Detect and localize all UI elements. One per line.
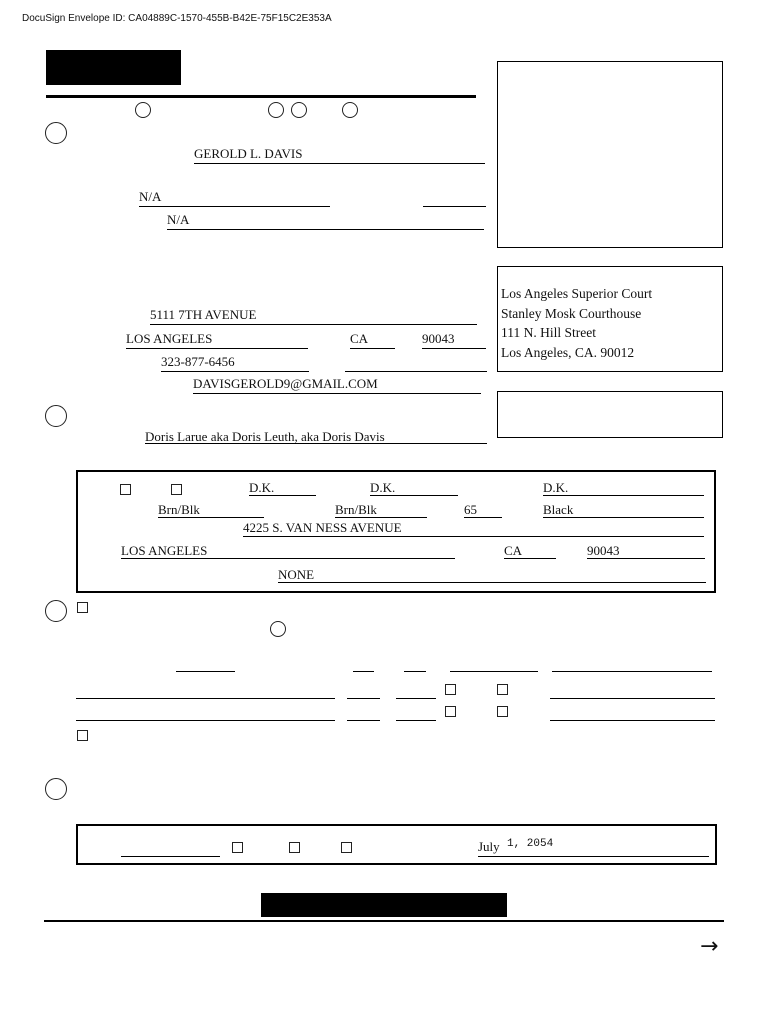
section-3-option-circle[interactable] — [270, 621, 286, 637]
case-number-box — [497, 391, 723, 438]
s3-row1-age-line — [347, 698, 380, 699]
option-circle-4[interactable] — [342, 102, 358, 118]
respondent-field-1-line — [249, 495, 316, 496]
s3-line-2 — [353, 671, 374, 672]
s3-line-5 — [552, 671, 712, 672]
respondent-state[interactable]: CA — [504, 543, 523, 558]
respondent-zip[interactable]: 90043 — [587, 543, 620, 558]
relationship-checkbox[interactable] — [77, 602, 88, 613]
respondent-field-1[interactable]: D.K. — [249, 480, 275, 495]
signature-checkbox-3[interactable] — [341, 842, 352, 853]
section-3-number-circle — [45, 600, 67, 622]
respondent-hair[interactable]: Brn/Blk — [158, 502, 200, 517]
petitioner-phone-line — [161, 371, 309, 372]
s3-row1-sex-line — [396, 698, 436, 699]
petitioner-zip[interactable]: 90043 — [422, 331, 455, 346]
s3-row2-age-line — [347, 720, 380, 721]
bottom-rule — [44, 920, 724, 922]
respondent-eyes-line — [335, 517, 427, 518]
envelope-id: DocuSign Envelope ID: CA04889C-1570-455B-B42E-75F15C2E353A — [22, 13, 332, 24]
section-4-number-circle — [45, 778, 67, 800]
court-line-4: Los Angeles, CA. 90012 — [501, 344, 635, 360]
clerk-stamp-box — [497, 61, 723, 248]
redacted-title — [46, 50, 181, 85]
respondent-other-line — [278, 582, 706, 583]
respondent-eyes[interactable]: Brn/Blk — [335, 502, 377, 517]
next-page-arrow-icon[interactable]: → — [700, 934, 719, 959]
date-typed[interactable]: 1, 2054 — [507, 838, 554, 850]
respondent-name-line — [145, 443, 487, 444]
respondent-street[interactable]: 4225 S. VAN NESS AVENUE — [243, 520, 402, 535]
s3-row2-relation-line — [550, 720, 715, 721]
s3-row2-sex-line — [396, 720, 436, 721]
s3-row1-name-line — [76, 698, 335, 699]
respondent-city-line — [121, 558, 455, 559]
s3-row2-checkbox-2[interactable] — [497, 706, 508, 717]
signature-box-line-1 — [121, 856, 220, 857]
s3-row2-checkbox-1[interactable] — [445, 706, 456, 717]
petitioner-field-a-line — [139, 206, 330, 207]
court-address — [501, 284, 652, 362]
petitioner-field-b-line — [167, 229, 484, 230]
option-circle-1[interactable] — [135, 102, 151, 118]
respondent-field-2[interactable]: D.K. — [370, 480, 396, 495]
option-circle-3[interactable] — [291, 102, 307, 118]
sex-checkbox-1[interactable] — [120, 484, 131, 495]
petitioner-city[interactable]: LOS ANGELES — [126, 331, 213, 346]
petitioner-state-line — [350, 348, 395, 349]
section-2-number-circle — [45, 405, 67, 427]
top-rule — [46, 95, 476, 98]
respondent-race-line — [543, 517, 704, 518]
petitioner-city-line — [126, 348, 308, 349]
petitioner-email[interactable]: DAVISGEROLD9@GMAIL.COM — [193, 376, 378, 391]
respondent-field-3-line — [543, 495, 704, 496]
respondent-age-line — [464, 517, 502, 518]
respondent-zip-line — [587, 558, 705, 559]
respondent-state-line — [504, 558, 556, 559]
petitioner-state[interactable]: CA — [350, 331, 369, 346]
respondent-field-3[interactable]: D.K. — [543, 480, 569, 495]
respondent-other[interactable]: NONE — [278, 567, 315, 582]
s3-row1-checkbox-1[interactable] — [445, 684, 456, 695]
court-line-1: Los Angeles Superior Court — [501, 286, 653, 301]
option-circle-2[interactable] — [268, 102, 284, 118]
respondent-field-2-line — [370, 495, 458, 496]
date-line — [478, 856, 709, 857]
respondent-age[interactable]: 65 — [464, 502, 477, 517]
s3-row1-relation-line — [550, 698, 715, 699]
signature-checkbox-2[interactable] — [289, 842, 300, 853]
court-line-3: 111 N. Hill Street — [501, 325, 596, 340]
petitioner-field-b[interactable]: N/A — [167, 212, 190, 227]
petitioner-field-a2-line — [423, 206, 486, 207]
additional-persons-checkbox[interactable] — [77, 730, 88, 741]
petitioner-street-line — [150, 324, 477, 325]
petitioner-fax-line — [345, 371, 487, 372]
respondent-hair-line — [158, 517, 264, 518]
court-line-2: Stanley Mosk Courthouse — [501, 305, 642, 321]
signature-checkbox-1[interactable] — [232, 842, 243, 853]
petitioner-name[interactable]: GEROLD L. DAVIS — [194, 146, 303, 161]
respondent-race[interactable]: Black — [543, 502, 574, 517]
sex-checkbox-2[interactable] — [171, 484, 182, 495]
s3-row1-checkbox-2[interactable] — [497, 684, 508, 695]
date-month[interactable]: July — [478, 839, 500, 854]
s3-line-4 — [450, 671, 538, 672]
respondent-city[interactable]: LOS ANGELES — [121, 543, 208, 558]
s3-line-3 — [404, 671, 426, 672]
petitioner-field-a[interactable]: N/A — [139, 189, 162, 204]
section-1-number-circle — [45, 122, 67, 144]
signature-date-box — [76, 824, 717, 865]
petitioner-phone[interactable]: 323-877-6456 — [161, 354, 235, 369]
petitioner-zip-line — [422, 348, 486, 349]
s3-row2-name-line — [76, 720, 335, 721]
petitioner-street[interactable]: 5111 7TH AVENUE — [150, 307, 257, 322]
petitioner-email-line — [193, 393, 481, 394]
petitioner-name-line — [194, 163, 485, 164]
respondent-name[interactable]: Doris Larue aka Doris Leuth, aka Doris Davis — [145, 429, 385, 444]
respondent-street-line — [243, 536, 704, 537]
s3-line-1 — [176, 671, 235, 672]
redacted-footer-title — [261, 893, 507, 917]
